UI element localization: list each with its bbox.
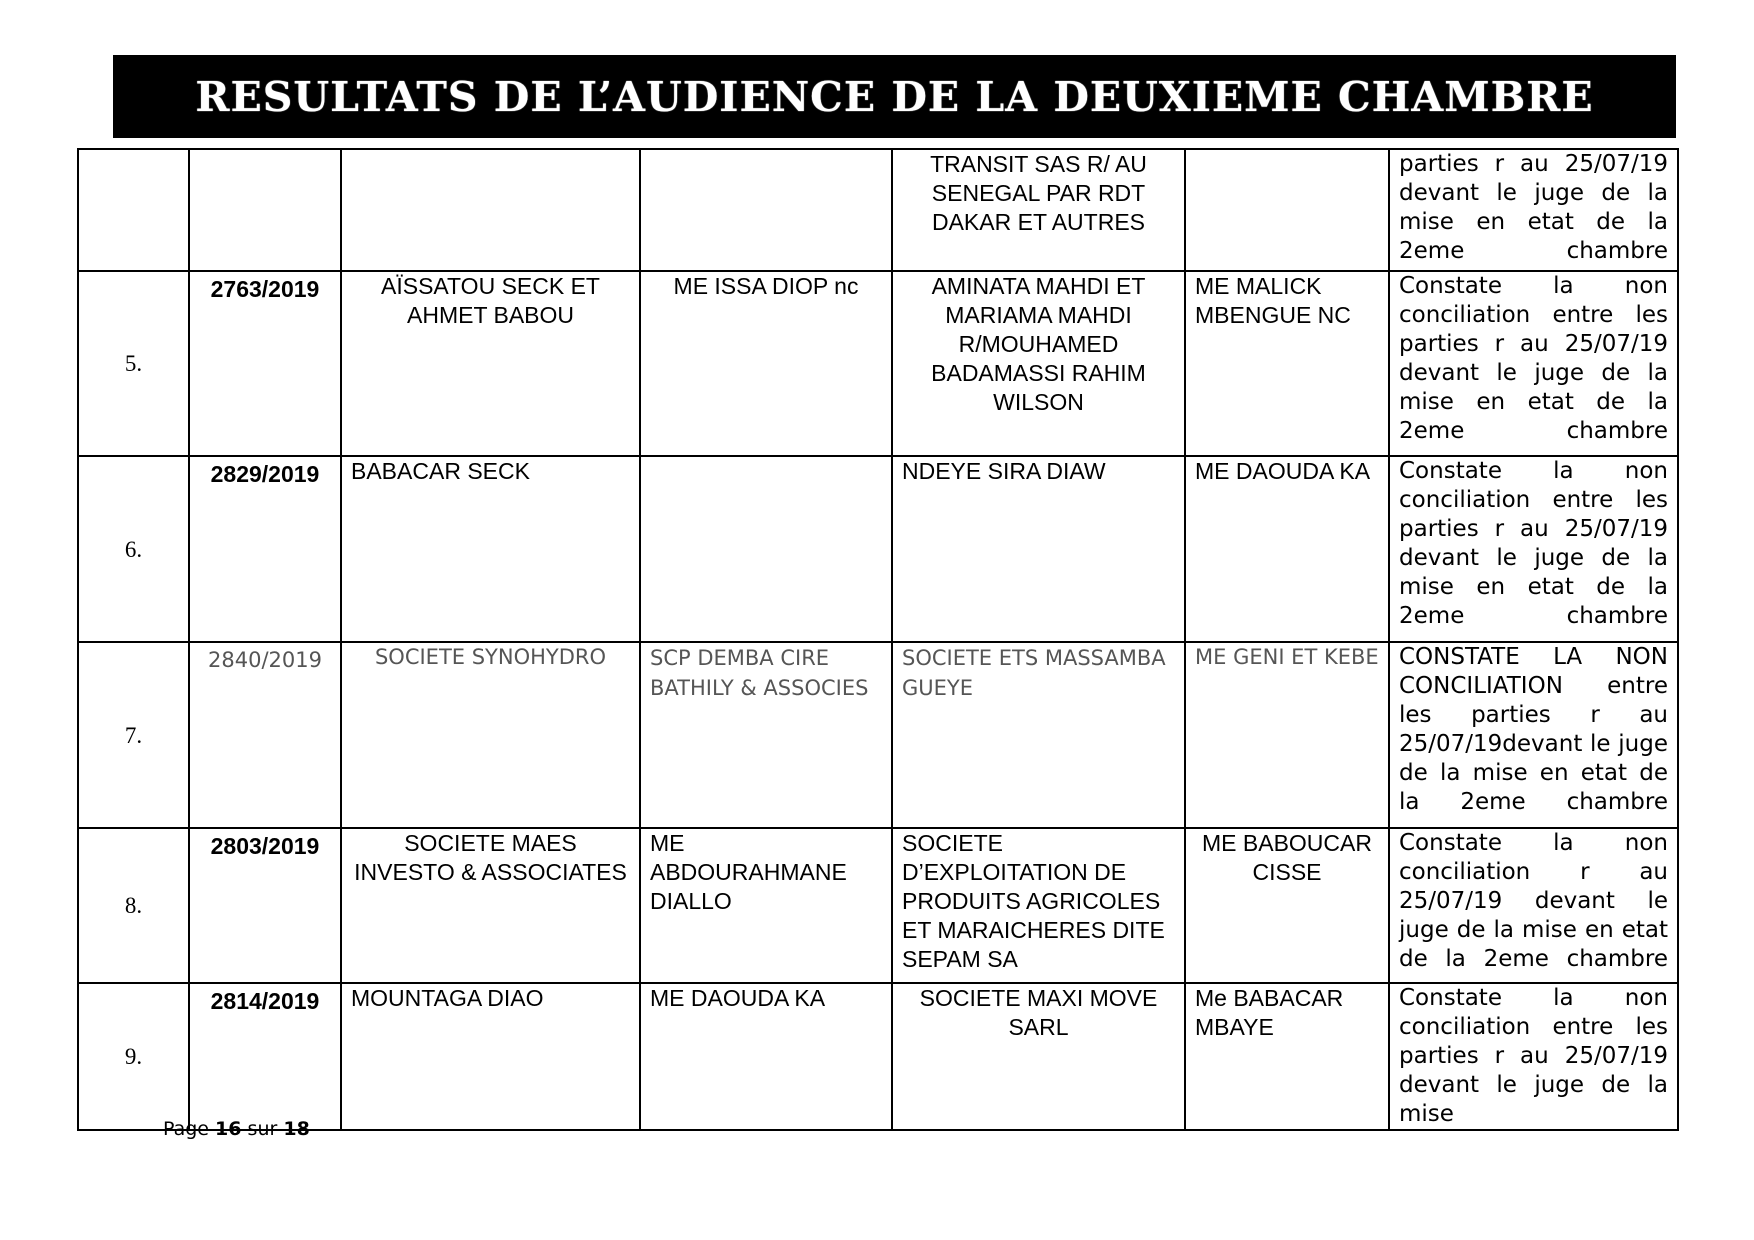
total-pages: 18 — [283, 1118, 310, 1140]
defendeur-cell: AMINATA MAHDI ET MARIAMA MAHDI R/MOUHAMED BADAMASSI RAHIM WILSON — [892, 271, 1185, 456]
demandeur-cell: SOCIETE MAES INVESTO & ASSOCIATES — [341, 828, 640, 983]
page-label: Page — [163, 1118, 209, 1140]
avocat-defendeur-cell: ME DAOUDA KA — [1185, 456, 1389, 642]
decision-cell: Constate la non conciliation entre les parties r au 25/07/19 devant le juge de la mise en etat de la 2eme chambre — [1389, 456, 1678, 642]
dossier-number: 2840/2019 — [189, 642, 341, 828]
table-row — [78, 271, 1678, 456]
avocat-defendeur-cell — [1185, 149, 1389, 271]
decision-cell: CONSTATE LA NON CONCILIATION entre les parties r au 25/07/19devant le juge de la mise en etat de la 2eme chambre — [1389, 642, 1678, 828]
defendeur-cell: SOCIETE ETS MASSAMBA GUEYE — [892, 642, 1185, 828]
defendeur-cell: TRANSIT SAS R/ AU SENEGAL PAR RDT DAKAR ET AUTRES — [892, 149, 1185, 271]
table-row — [78, 983, 1678, 1130]
defendeur-cell: NDEYE SIRA DIAW — [892, 456, 1185, 642]
avocat-defendeur-cell: ME GENI ET KEBE — [1185, 642, 1389, 828]
page-footer — [163, 1118, 310, 1140]
dossier-number: 2803/2019 — [189, 828, 341, 983]
title-banner — [113, 55, 1676, 138]
decision-cell: Constate la non conciliation entre les parties r au 25/07/19 devant le juge de la mise — [1389, 983, 1678, 1130]
row-number: 6. — [78, 456, 189, 642]
page-separator: sur — [247, 1118, 278, 1140]
current-page: 16 — [215, 1118, 242, 1140]
defendeur-cell: SOCIETE D’EXPLOITATION DE PRODUITS AGRICOLES ET MARAICHERES DITE SEPAM SA — [892, 828, 1185, 983]
avocat-demandeur-cell: ME ABDOURAHMANE DIALLO — [640, 828, 892, 983]
avocat-defendeur-cell: ME MALICK MBENGUE NC — [1185, 271, 1389, 456]
row-number: 5. — [78, 271, 189, 456]
decision-cell: Constate la non conciliation r au 25/07/19 devant le juge de la mise en etat de la 2eme chambre — [1389, 828, 1678, 983]
demandeur-cell: BABACAR SECK — [341, 456, 640, 642]
demandeur-cell: MOUNTAGA DIAO — [341, 983, 640, 1130]
table-row — [78, 642, 1678, 828]
avocat-defendeur-cell: Me BABACAR MBAYE — [1185, 983, 1389, 1130]
table-row — [78, 828, 1678, 983]
dossier-number — [189, 149, 341, 271]
defendeur-cell: SOCIETE MAXI MOVE SARL — [892, 983, 1185, 1130]
dossier-number: 2763/2019 — [189, 271, 341, 456]
table-row — [78, 456, 1678, 642]
demandeur-cell: AÏSSATOU SECK ET AHMET BABOU — [341, 271, 640, 456]
table-row — [78, 149, 1678, 271]
decision-cell: parties r au 25/07/19 devant le juge de la mise en etat de la 2eme chambre — [1389, 149, 1678, 271]
dossier-number: 2829/2019 — [189, 456, 341, 642]
avocat-demandeur-cell: ME ISSA DIOP nc — [640, 271, 892, 456]
avocat-demandeur-cell: SCP DEMBA CIRE BATHILY & ASSOCIES — [640, 642, 892, 828]
demandeur-cell — [341, 149, 640, 271]
avocat-demandeur-cell — [640, 456, 892, 642]
demandeur-cell: SOCIETE SYNOHYDRO — [341, 642, 640, 828]
row-number — [78, 149, 189, 271]
results-table — [77, 148, 1679, 1131]
avocat-demandeur-cell: ME DAOUDA KA — [640, 983, 892, 1130]
avocat-defendeur-cell: ME BABOUCAR CISSE — [1185, 828, 1389, 983]
dossier-number: 2814/2019 — [189, 983, 341, 1130]
row-number: 9. — [78, 983, 189, 1130]
row-number: 7. — [78, 642, 189, 828]
document-title: RESULTATS DE L’AUDIENCE DE LA DEUXIEME CHAMBRE — [195, 72, 1594, 121]
row-number: 8. — [78, 828, 189, 983]
decision-cell: Constate la non conciliation entre les parties r au 25/07/19 devant le juge de la mise en etat de la 2eme chambre — [1389, 271, 1678, 456]
avocat-demandeur-cell — [640, 149, 892, 271]
